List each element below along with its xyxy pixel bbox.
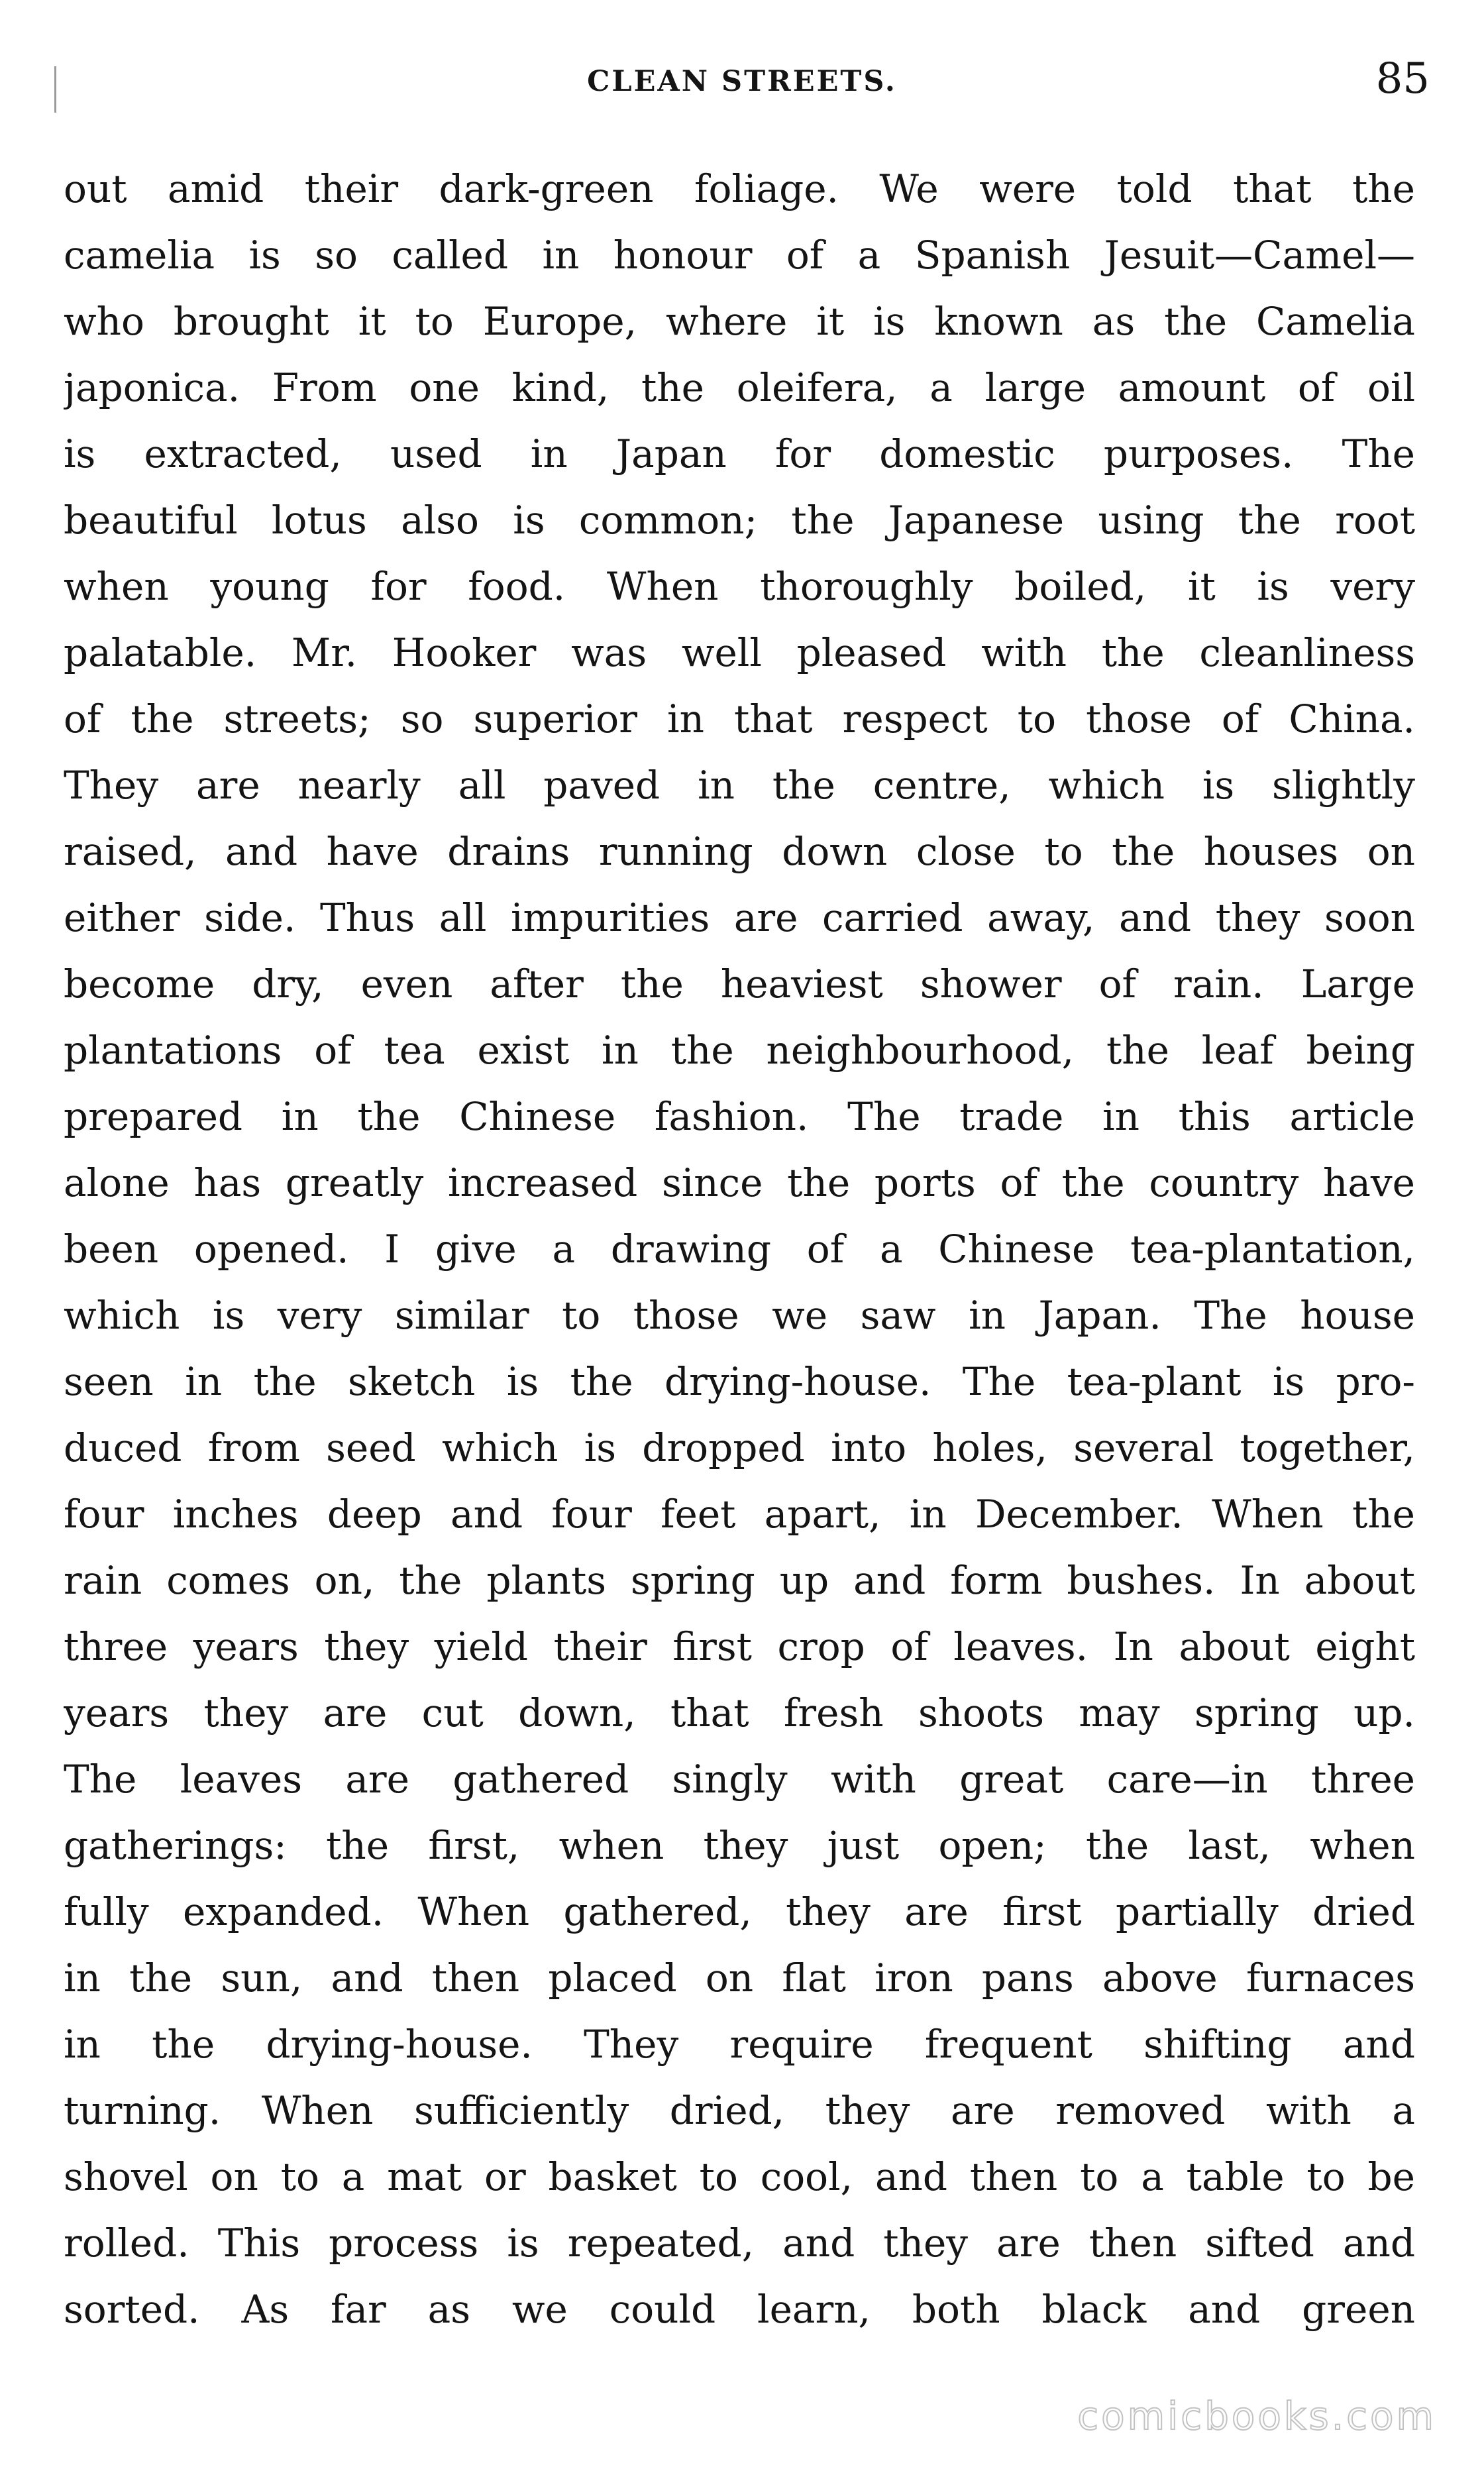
text-line: years they are cut down, that fresh shoots may spring up. — [64, 1690, 1415, 1735]
text-line: when young for food. When thoroughly boiled, it is very — [64, 564, 1415, 609]
text-line: out amid their dark-green foliage. We were told that the — [64, 166, 1415, 211]
text-line: become dry, even after the heaviest shower of rain. Large — [64, 962, 1415, 1007]
text-line: either side. Thus all impurities are carried away, and they soon — [64, 895, 1415, 940]
text-line: raised, and have drains running down close to the houses on — [64, 829, 1415, 874]
running-title: CLEAN STREETS. — [587, 65, 897, 98]
text-line: in the sun, and then placed on flat iron pans above furnaces — [64, 1955, 1415, 2001]
text-line: three years they yield their first crop of leaves. In about eight — [64, 1624, 1415, 1669]
text-line: is extracted, used in Japan for domestic purposes. The — [64, 431, 1415, 476]
text-line: of the streets; so superior in that respect to those of China. — [64, 696, 1415, 742]
text-line: japonica. From one kind, the oleifera, a large amount of oil — [64, 365, 1415, 410]
text-line: palatable. Mr. Hooker was well pleased with the cleanliness — [64, 630, 1415, 675]
text-line: prepared in the Chinese fashion. The trade in this article — [64, 1094, 1415, 1139]
text-line: sorted. As far as we could learn, both black and green — [64, 2287, 1415, 2332]
text-line: duced from seed which is dropped into holes, several together, — [64, 1425, 1415, 1470]
text-line: beautiful lotus also is common; the Japanese using the root — [64, 498, 1415, 543]
page-number: 85 — [1375, 54, 1430, 103]
text-line: The leaves are gathered singly with great care—in three — [64, 1757, 1415, 1802]
text-line: seen in the sketch is the drying-house. The tea-plant is pro- — [64, 1359, 1415, 1404]
text-line: four inches deep and four feet apart, in December. When the — [64, 1492, 1415, 1537]
text-line: alone has greatly increased since the ports of the country have — [64, 1160, 1415, 1205]
watermark: comicbooks.com — [1077, 2393, 1436, 2439]
text-line: rain comes on, the plants spring up and form bushes. In about — [64, 1558, 1415, 1603]
text-line: in the drying-house. They require frequent shifting and — [64, 2022, 1415, 2067]
text-line: who brought it to Europe, where it is known as the Camelia — [64, 299, 1415, 344]
text-line: plantations of tea exist in the neighbourhood, the leaf being — [64, 1028, 1415, 1073]
text-line: been opened. I give a drawing of a Chinese tea-plantation, — [64, 1227, 1415, 1272]
text-line: camelia is so called in honour of a Spanish Jesuit—Camel— — [64, 233, 1415, 278]
text-line: gatherings: the first, when they just open; the last, when — [64, 1823, 1415, 1868]
text-line: They are nearly all paved in the centre, which is slightly — [64, 763, 1415, 808]
text-line: rolled. This process is repeated, and they are then sifted and — [64, 2221, 1415, 2266]
body-text — [64, 156, 1415, 2342]
text-line: which is very similar to those we saw in Japan. The house — [64, 1293, 1415, 1338]
text-line: turning. When sufficiently dried, they are removed with a — [64, 2088, 1415, 2133]
text-line: shovel on to a mat or basket to cool, and then to a table to be — [64, 2154, 1415, 2199]
text-line: fully expanded. When gathered, they are first partially dried — [64, 1889, 1415, 1934]
